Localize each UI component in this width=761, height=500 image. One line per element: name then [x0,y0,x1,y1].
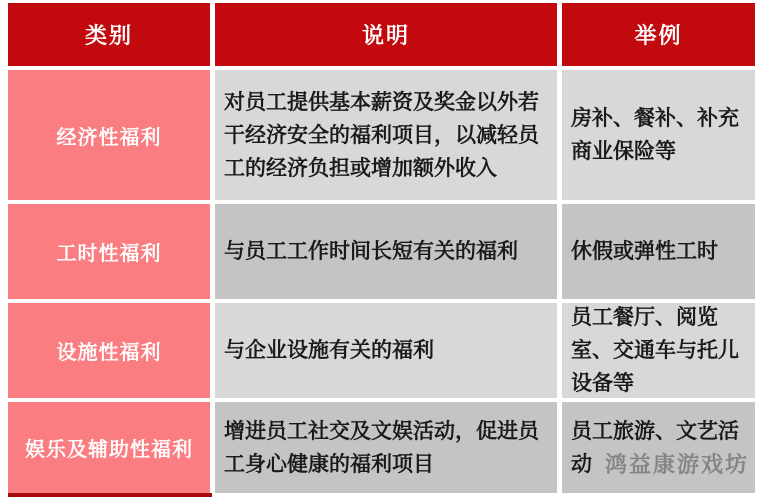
row-2-category-cell [8,204,210,299]
row-2-examples-cell [562,204,755,299]
row-2-examples-text: 休假或弹性工时 [571,240,718,263]
header-cell-examples [562,3,755,66]
row-3-examples-text: 员工餐厅、阅览室、交通车与托儿设备等 [571,306,739,395]
row-1-description-text: 对员工提供基本薪资及奖金以外若干经济安全的福利项目，以减轻员工的经济负担或增加额外收入 [224,90,539,180]
row-4-description-cell [215,402,557,493]
row-4-examples-cell [562,402,755,493]
row-4-examples-text: 员工旅游、文艺活动 [571,419,739,476]
row-3-category-cell [8,303,210,398]
header-label-category: 类别 [84,23,133,48]
bottom-accent-strip [8,493,212,497]
row-1-examples-text: 房补、餐补、补充商业保险等 [571,107,739,163]
watermark-text: 鸿益康游戏坊 [604,452,749,477]
row-1-category-cell [8,70,210,200]
row-1-examples-cell [562,70,755,200]
row-4-description-text: 增进员工社交及文娱活动，促进员工身心健康的福利项目 [224,419,539,476]
header-label-examples: 举例 [634,23,683,48]
row-2-description-cell [215,204,557,299]
row-1-description-cell [215,70,557,200]
row-4-category-label: 娱乐及辅助性福利 [25,439,193,461]
row-1-category-label: 经济性福利 [56,126,162,149]
header-cell-description [215,3,557,66]
row-2-description-text: 与员工工作时间长短有关的福利 [224,240,518,263]
row-3-examples-cell [562,303,755,398]
header-label-description: 说明 [361,23,410,48]
row-2-category-label: 工时性福利 [56,243,162,265]
row-3-description-text: 与企业设施有关的福利 [224,339,434,362]
row-3-category-label: 设施性福利 [56,342,162,364]
row-4-category-cell [8,402,210,493]
header-cell-category [8,3,210,66]
row-3-description-cell [215,303,557,398]
